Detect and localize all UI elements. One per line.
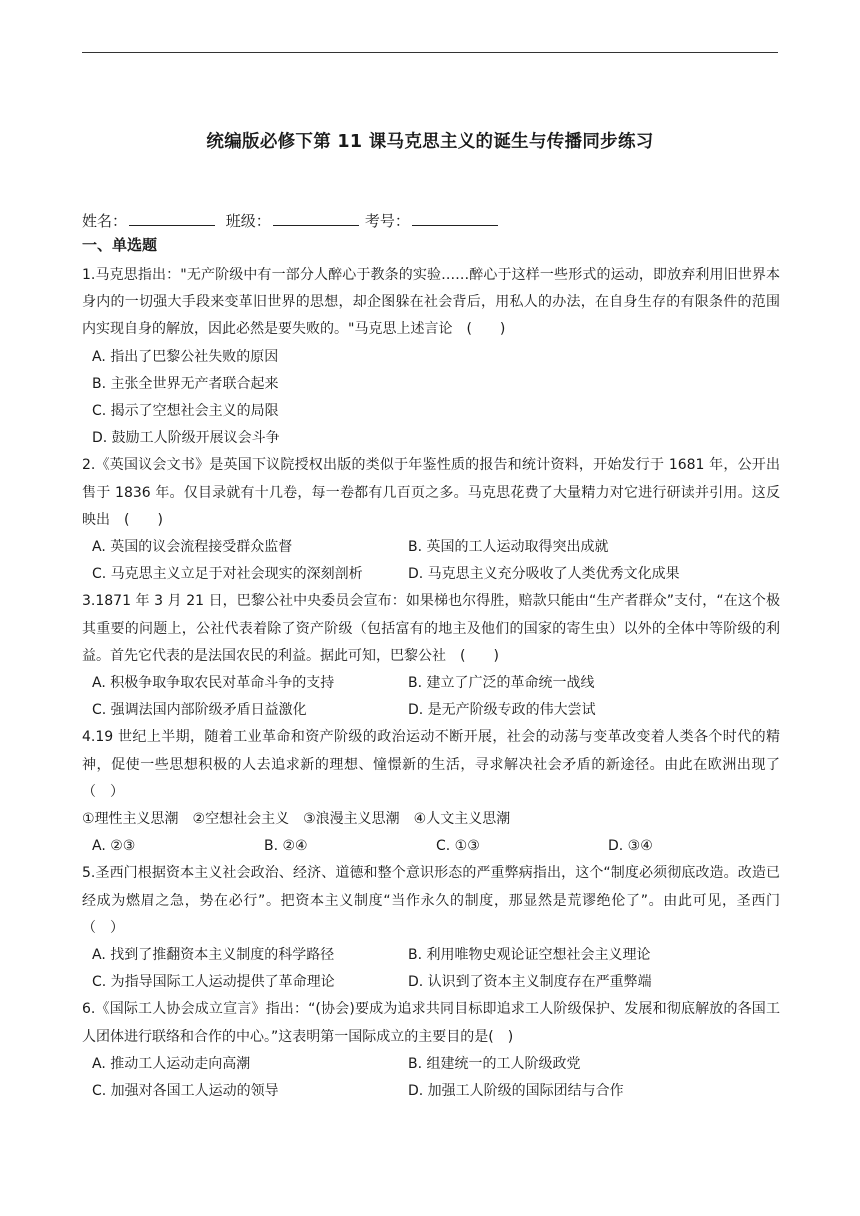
option-c: C. 为指导国际工人运动提供了革命理论 xyxy=(92,974,335,991)
option-c: C. 马克思主义立足于对社会现实的深刻剖析 xyxy=(92,566,363,583)
option-b: B. 组建统一的工人阶级政党 xyxy=(408,1055,581,1072)
question-5 xyxy=(82,860,780,996)
option-d: D. 鼓励工人阶级开展议会斗争 xyxy=(92,430,280,447)
question-6 xyxy=(82,996,780,1105)
question-list xyxy=(82,262,780,1105)
option-d: D. ③④ xyxy=(608,838,653,855)
option-b: B. ②④ xyxy=(264,838,308,855)
question-1 xyxy=(82,262,780,452)
header-rule xyxy=(82,52,778,53)
exam-blank[interactable] xyxy=(412,211,498,226)
option-b: B. 利用唯物史观论证空想社会主义理论 xyxy=(408,947,651,964)
option-b: B. 主张全世界无产者联合起来 xyxy=(92,375,279,392)
option-a: A. 英国的议会流程接受群众监督 xyxy=(92,539,293,556)
option-b: B. 英国的工人运动取得突出成就 xyxy=(408,539,609,556)
name-label: 姓名： xyxy=(82,212,128,230)
question-stem: 6.《国际工人协会成立宣言》指出：“(协会)要成为追求共同目标即追求工人阶级保护、发展和彻底解放的各国工人团体进行联络和合作的中心。”这表明第一国际成立的主要目的是( ) xyxy=(82,1001,780,1045)
class-blank[interactable] xyxy=(273,211,359,226)
option-d: D. 马克思主义充分吸收了人类优秀文化成果 xyxy=(408,566,680,583)
option-c: C. 加强对各国工人运动的领导 xyxy=(92,1083,279,1100)
option-d: D. 加强工人阶级的国际团结与合作 xyxy=(408,1083,624,1100)
option-a: A. 推动工人运动走向高潮 xyxy=(92,1055,251,1072)
statement-list: ①理性主义思潮 ②空想社会主义 ③浪漫主义思潮 ④人文主义思潮 xyxy=(82,811,511,828)
option-a: A. 指出了巴黎公社失败的原因 xyxy=(92,348,279,365)
option-a: A. 积极争取争取农民对革命斗争的支持 xyxy=(92,675,335,692)
option-c: C. ①③ xyxy=(436,838,480,855)
exam-label: 考号： xyxy=(364,212,410,230)
option-b: B. 建立了广泛的革命统一战线 xyxy=(408,675,595,692)
option-c: C. 强调法国内部阶级矛盾日益激化 xyxy=(92,702,307,719)
page-title: 统编版必修下第 11 课马克思主义的诞生与传播同步练习 xyxy=(206,132,654,152)
question-2 xyxy=(82,452,780,588)
question-3 xyxy=(82,588,780,724)
class-label: 班级： xyxy=(225,212,271,230)
question-stem: 1.马克思指出："无产阶级中有一部分人醉心于教条的实验……醉心于这样一些形式的运动，即放弃利用旧世界本身内的一切强大手段来变革旧世界的思想，却企图躲在社会背后，用私人的办法，在自身生存的有限条件的范围内实现自身的解放，因此必然是要失败的。"马克思上述言论 ( ) xyxy=(82,267,780,338)
question-4 xyxy=(82,724,780,860)
name-blank[interactable] xyxy=(129,211,215,226)
section-title: 一、单选题 xyxy=(82,236,158,254)
question-stem: 2.《英国议会文书》是英国下议院授权出版的类似于年鉴性质的报告和统计资料，开始发行于 1681 年，公开出售于 1836 年。仅目录就有十几卷，每一卷都有几百页之多。马克思花费了大量精力对它进行研读并引用。这反映出 ( ) xyxy=(82,457,780,528)
option-c: C. 揭示了空想社会主义的局限 xyxy=(92,403,279,420)
question-stem: 4.19 世纪上半期，随着工业革命和资产阶级的政治运动不断开展，社会的动荡与变革改变着人类各个时代的精神，促使一些思想积极的人去追求新的理想、憧憬新的生活，寻求解决社会矛盾的新途径。由此在欧洲出现了（ ） xyxy=(82,729,780,800)
option-d: D. 是无产阶级专政的伟大尝试 xyxy=(408,702,596,719)
option-a: A. ②③ xyxy=(92,838,136,855)
option-d: D. 认识到了资本主义制度存在严重弊端 xyxy=(408,974,652,991)
option-a: A. 找到了推翻资本主义制度的科学路径 xyxy=(92,947,335,964)
question-stem: 5.圣西门根据资本主义社会政治、经济、道德和整个意识形态的严重弊病指出，这个“制度必须彻底改造。改造已经成为燃眉之急，势在必行”。把资本主义制度“当作永久的制度，那显然是荒谬绝伦了”。由此可见，圣西门（ ） xyxy=(82,865,780,936)
question-stem: 3.1871 年 3 月 21 日，巴黎公社中央委员会宣布：如果梯也尔得胜，赔款只能由“生产者群众”支付，“在这个极其重要的问题上，公社代表着除了资产阶级（包括富有的地主及他们的国家的寄生虫）以外的全体中等阶级的利益。首先它代表的是法国农民的利益。据此可知，巴黎公社 ( ) xyxy=(82,593,780,664)
student-info-line xyxy=(82,210,504,231)
